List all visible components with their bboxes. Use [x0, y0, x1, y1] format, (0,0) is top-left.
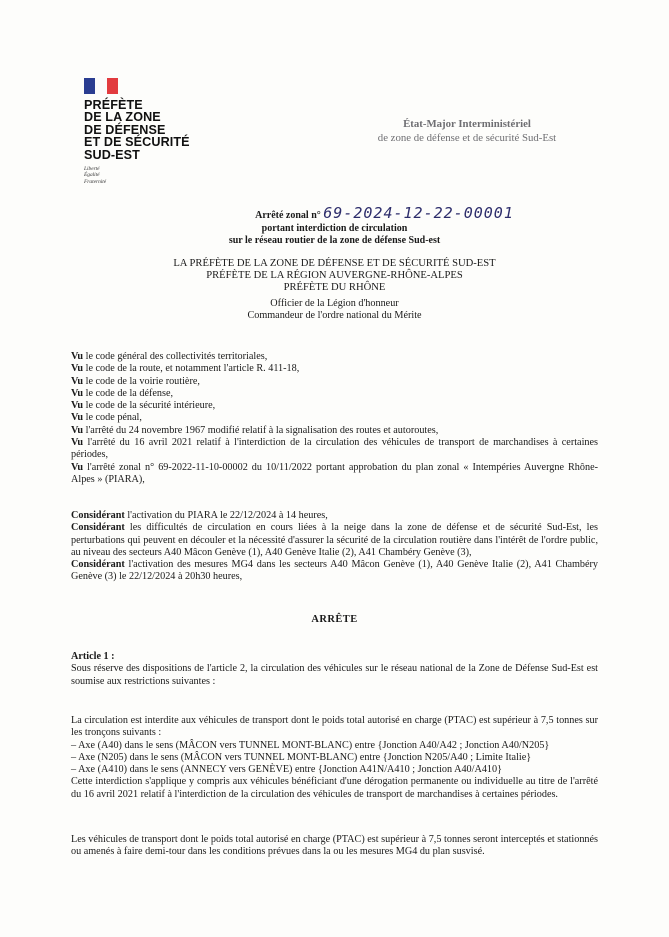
authority-line: Officier de la Légion d'honneur [270, 298, 399, 309]
prefecture-name: PRÉFÈTE DE LA ZONE DE DÉFENSE ET DE SÉCURITÉ SUD-EST [84, 98, 190, 162]
decree-subtitle-2: sur le réseau routier de la zone de défense Sud-est [228, 235, 441, 246]
restriction-item: – Axe (N205) dans le sens (MÂCON vers TUNNEL MONT-BLANC) entre {Jonction N205/A40 ; Limite Italie} [71, 751, 532, 763]
restriction-intro: La circulation est interdite aux véhicules de transport dont le poids total autorisé en charge (PTAC) est supérieur à 7,5 tonnes sur les tronçons suivants : [71, 715, 598, 739]
article-1 [71, 651, 598, 688]
vu-item: Vu le code pénal, [71, 412, 142, 424]
vu-item: Vu le code de la sécurité intérieure, [71, 400, 216, 412]
prefecture-logo [84, 78, 194, 185]
restriction-item: – Axe (A40) dans le sens (MÂCON vers TUNNEL MONT-BLANC) entre {Jonction A40/A42 ; Jonction A40/N205} [71, 739, 550, 751]
article-heading: Article 1 : [71, 651, 115, 662]
considerant-item: Considérant l'activation du PIARA le 22/12/2024 à 14 heures, [71, 510, 328, 521]
authority-line: PRÉFÈTE DU RHÔNE [283, 282, 386, 293]
republic-motto: Liberté Égalité Fraternité [84, 166, 107, 185]
vu-item: Vu le code de la voirie routière, [71, 375, 200, 387]
arrete-heading: ARRÊTE [311, 614, 358, 625]
decree-title: Arrêté zonal n° 69-2024-12-22-00001 [255, 204, 514, 222]
vu-item: Vu l'arrêté zonal n° 69-2022-11-10-00002 du 10/11/2022 portant approbation du plan zonal « Intempéries Auvergne Rhône-Alpes » (PIARA), [71, 461, 598, 485]
vu-item: Vu le code de la défense, [71, 387, 174, 399]
authority-line: LA PRÉFÈTE DE LA ZONE DE DÉFENSE ET DE SÉCURITÉ SUD-EST [173, 258, 496, 269]
vu-item: Vu l'arrêté du 16 avril 2021 relatif à l'interdiction de la circulation des véhicules de transport de marchandises à certaines périodes, [71, 437, 598, 461]
decree-subtitle: portant interdiction de circulation [261, 223, 408, 234]
authority-line: PRÉFÈTE DE LA RÉGION AUVERGNE-RHÔNE-ALPES [206, 270, 463, 281]
authority-line: Commandeur de l'ordre national du Mérite [247, 310, 422, 321]
derogation-text: Cette interdiction s'applique y compris aux véhicules bénéficiant d'une dérogation permanente ou individuelle au titre de l'arrêté du 16 avril 2021 relatif à l'interdiction de la circulation des véhicules de transport de marchandises à certaines périodes. [71, 776, 598, 800]
interception-text: Les véhicules de transport dont le poids total autorisé en charge (PTAC) est supérieur à 7,5 tonnes seront interceptés et stationnés ou amenés à faire demi-tour dans les conditions prévues dans la ou les mesures MG4 du plan susvisé. [71, 834, 598, 858]
restriction-section [71, 715, 598, 801]
vu-item: Vu le code de la route, et notamment l'article R. 411-18, [71, 363, 300, 375]
considerant-item: Considérant les difficultés de circulation en cours liées à la neige dans la zone de défense et de sécurité Sud-Est, les perturbations qui peuvent en découler et la nécessité d'assurer la sécurité de la circulation routière dans l'intérêt de l'ordre public, au niveau des secteurs A40 Mâcon Genève (1), A40 Genève Italie (2), A41 Chambéry Genève (3), [71, 522, 598, 558]
restriction-item: – Axe (A410) dans le sens (ANNECY vers GENÈVE) entre {Jonction A41N/A410 ; Jonction A40/A410} [71, 764, 502, 776]
handwritten-decree-number: 69-2024-12-22-00001 [323, 204, 514, 222]
considerant-item: Considérant l'activation des mesures MG4 dans les secteurs A40 Mâcon Genève (1), A40 Genève Italie (2), A41 Chambéry Genève (3) le 22/12/2024 à 20h30 heures, [71, 559, 598, 583]
vu-item: Vu l'arrêté du 24 novembre 1967 modifié relatif à la signalisation des routes et autoroutes, [71, 424, 439, 436]
vu-item: Vu le code général des collectivités territoriales, [71, 351, 268, 362]
etat-major-header: État-Major Interministériel de zone de défense et de sécurité Sud-Est [377, 118, 557, 144]
article-intro: Sous réserve des dispositions de l'article 2, la circulation des véhicules sur le réseau national de la Zone de Défense Sud-Est est soumise aux restrictions suivantes : [71, 663, 598, 687]
considerant-list [71, 510, 598, 584]
vu-list [71, 351, 598, 486]
interception-section [71, 834, 598, 859]
marianne-flag-icon [84, 78, 118, 94]
